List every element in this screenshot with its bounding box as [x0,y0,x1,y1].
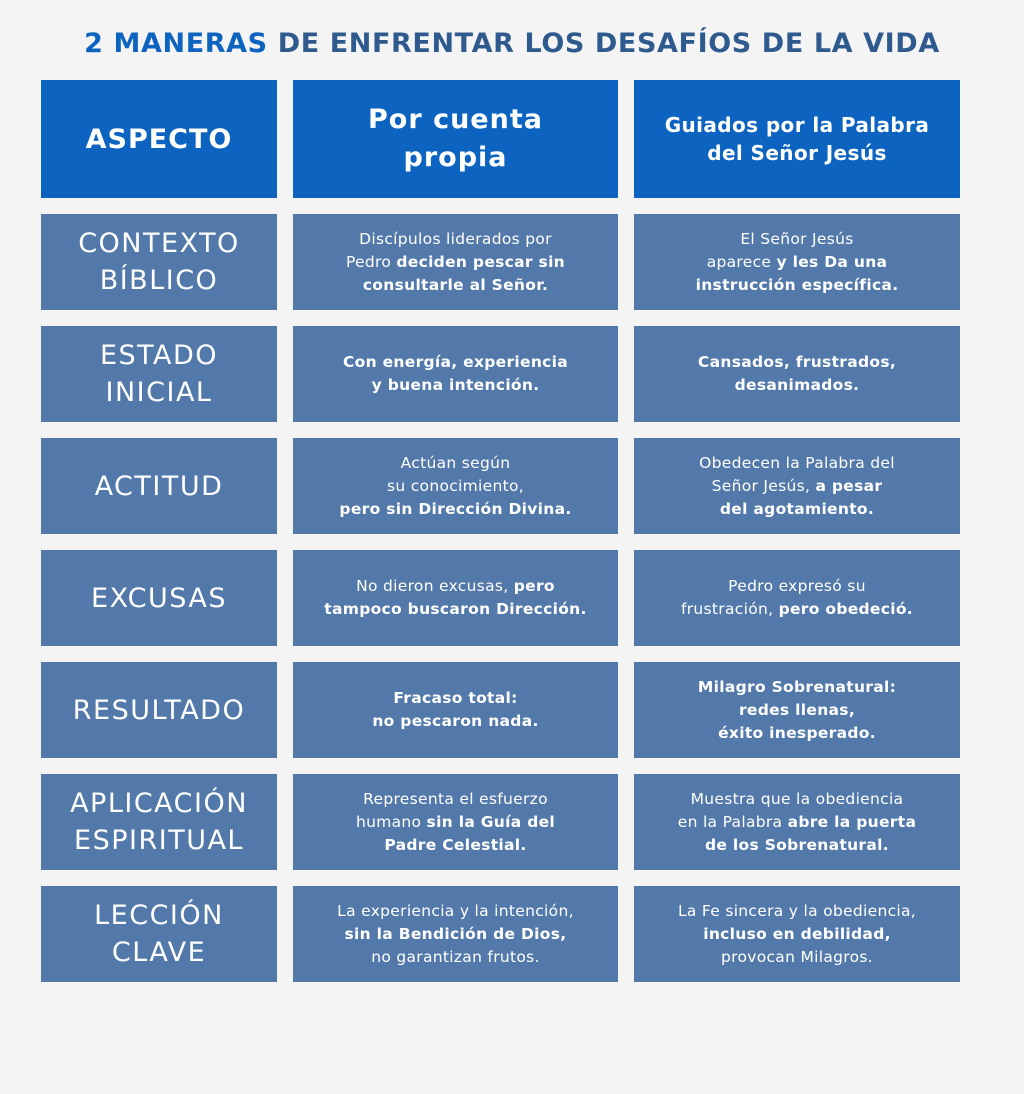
cell-text [339,452,571,521]
bold-text: pero sin Dirección Divina. [339,499,572,518]
guided-by-word-cell [634,550,960,646]
aspect-cell [41,662,277,758]
text-line [324,575,586,598]
text-line [343,374,568,397]
aspect-cell [41,886,277,982]
text-line [339,452,571,475]
text-line [337,900,574,923]
guided-by-word-cell [634,214,960,310]
aspect-label [94,897,224,971]
text-line [698,722,896,745]
aspect-line: EXCUSAS [91,582,227,614]
text-segment: El Señor Jesús [740,229,854,248]
text-line [678,811,916,834]
bold-text: Con energía, experiencia [342,353,569,371]
own-account-cell [293,550,618,646]
aspect-line: ESPIRITUAL [74,825,244,856]
aspect-label [73,692,245,729]
page-title [0,28,1024,59]
bold-text: y les Da una [776,252,888,271]
aspect-cell [41,438,277,534]
own-account-cell [293,886,618,982]
text-line [346,274,565,297]
own-account-cell [293,438,618,534]
text-line [678,900,916,923]
aspect-cell [41,326,277,422]
text-line [699,498,895,521]
cell-text [681,575,913,621]
cell-text [343,351,568,397]
header-aspect: ASPECTO [41,80,277,198]
text-segment: Pedro expresó su [728,577,866,595]
bold-text: Milagro Sobrenatural: [697,677,897,696]
guided-by-word-cell [634,886,960,982]
aspect-cell [41,214,277,310]
text-line [356,788,555,811]
text-segment: La experiencia y la intención, [337,901,574,920]
bold-text: abre la puerta [787,812,917,831]
text-line [346,228,565,251]
text-segment: Actúan según [400,453,511,472]
bold-text: sin la Bendición de Dios, [344,924,567,943]
text-line [699,452,895,475]
cell-text [698,351,896,397]
bold-text: a pesar [815,476,883,495]
text-segment: Obedecen la Palabra del [699,453,895,472]
text-line [699,475,895,498]
aspect-label [78,225,240,299]
aspect-line: APLICACIÓN [70,788,248,819]
text-segment: Señor Jesús, [711,476,816,495]
text-line [678,834,916,857]
text-line [698,351,896,374]
own-account-cell [293,326,618,422]
header-guided-by-word: Guiados por la Palabra del Señor Jesús [634,80,960,198]
bold-text: pero obedeció. [778,600,913,618]
aspect-cell [41,774,277,870]
text-line [696,228,899,251]
cell-text [699,452,895,521]
bold-text: redes llenas, [738,700,856,719]
aspect-label [95,468,224,505]
bold-text: de los Sobrenatural. [705,835,889,854]
text-segment: Representa el esfuerzo [363,789,548,808]
bold-text: pero [513,577,555,595]
cell-text [698,676,896,745]
aspect-line: BÍBLICO [99,265,219,296]
text-line [698,676,896,699]
header-own-account: Por cuenta propia [293,80,618,198]
own-account-cell [293,662,618,758]
cell-text [356,788,555,857]
text-line [339,498,571,521]
text-line [324,598,586,621]
aspect-line: CLAVE [111,937,207,968]
text-line [681,575,913,598]
cell-text [678,900,916,969]
text-line [678,788,916,811]
bold-text: incluso en debilidad, [703,924,891,943]
text-line [372,710,538,733]
text-line [696,274,899,297]
bold-text: no pescaron nada. [372,712,539,730]
aspect-line: RESULTADO [72,694,246,726]
guided-by-word-cell [634,326,960,422]
aspect-line: LECCIÓN [94,900,224,931]
text-line [696,251,899,274]
bold-text: deciden pescar sin [396,252,566,271]
guided-by-word-cell [634,774,960,870]
bold-text: tampoco buscaron Dirección. [324,600,587,618]
aspect-line: ESTADO [99,340,219,371]
own-account-cell [293,774,618,870]
cell-text [372,687,538,733]
text-line [681,598,913,621]
text-line [678,946,916,969]
text-line [372,687,538,710]
aspect-line: ACTITUD [94,470,224,502]
text-line [343,351,568,374]
bold-text: y buena intención. [371,376,540,394]
aspect-label [91,580,227,617]
guided-by-word-cell [634,438,960,534]
bold-text: desanimados. [734,376,860,394]
text-segment: en la Palabra [677,812,788,831]
text-segment: humano [355,812,427,831]
text-line [678,923,916,946]
aspect-line: CONTEXTO [78,228,240,259]
bold-text: sin la Guía del [426,812,556,831]
text-line [698,699,896,722]
text-line [337,946,574,969]
cell-text [678,788,916,857]
text-line [356,811,555,834]
title-highlight: 2 MANERAS [84,28,268,59]
own-account-cell [293,214,618,310]
aspect-label [70,785,248,859]
cell-text [324,575,586,621]
text-line [698,374,896,397]
text-segment: provocan Milagros. [720,947,873,966]
bold-text: del agotamiento. [719,499,875,518]
text-segment: Pedro [345,252,397,271]
text-segment: La Fe sincera y la obediencia, [677,901,917,920]
bold-text: Padre Celestial. [384,835,527,854]
cell-text [337,900,574,969]
text-line [346,251,565,274]
text-line [337,923,574,946]
bold-text: Fracaso total: [393,689,518,707]
title-rest: DE ENFRENTAR LOS DESAFÍOS DE LA VIDA [267,28,940,59]
cell-text [696,228,899,297]
text-segment: frustración, [681,600,779,618]
bold-text: Cansados, frustrados, [697,353,897,371]
aspect-line: INICIAL [105,377,213,408]
cell-text [346,228,565,297]
aspect-label [100,337,218,411]
text-segment: no garantizan frutos. [371,947,540,966]
comparison-table [41,80,960,1094]
bold-text: consultarle al Señor. [362,275,549,294]
text-segment: Discípulos liderados por [359,229,552,248]
text-segment: No dieron excusas, [356,577,514,595]
text-segment: su conocimiento, [386,476,525,495]
aspect-cell [41,550,277,646]
bold-text: instrucción específica. [695,275,899,294]
text-line [339,475,571,498]
bold-text: éxito inesperado. [718,723,876,742]
text-segment: Muestra que la obediencia [690,789,904,808]
text-segment: aparece [706,252,777,271]
guided-by-word-cell [634,662,960,758]
text-line [356,834,555,857]
